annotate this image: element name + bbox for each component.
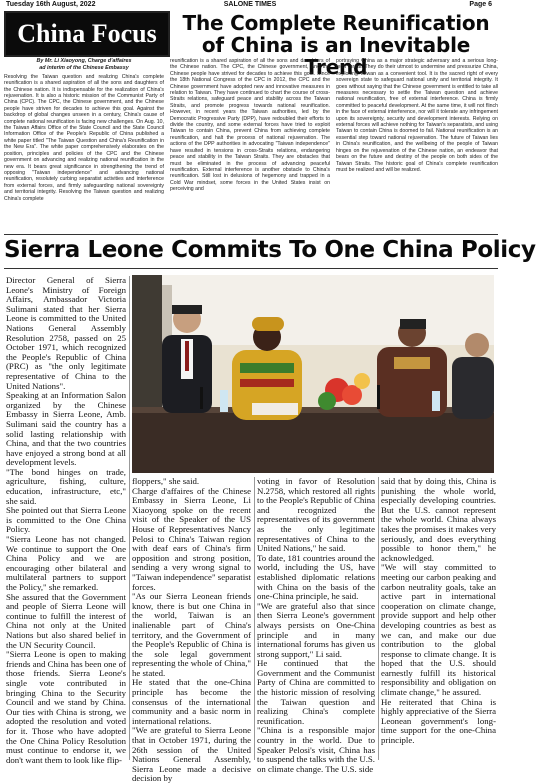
top-article-column-1 [4, 58, 164, 236]
page-number: Page 6 [469, 1, 492, 8]
byline: By Mr. Li Xiaoyong, Charge d'affaires [36, 58, 132, 64]
column-divider [129, 276, 130, 760]
paragraph: He stated that the one-China principle has become the consensus of the international community and a basic norm in international relations. [132, 677, 251, 726]
paragraph: "The bond hinges on trade, agriculture, fishing, culture, education, infrastructure, etc," she said. [6, 466, 126, 506]
lower-article-column-3 [257, 476, 375, 774]
article-text: portraying China as a major strategic adversary and a serious long-term threat. They do their utmost to undermine and pressurize China, exploiting Taiwan as a convenient tool. It is the sacred right of every sovereign state to safeguard national unity and territorial integrity. It goes without saying that the Chinese government is entitled to take all measures necessary to settle the Taiwan question and achieve national reunification, free of external interference. China is firmly committed to peaceful development. At the same time, it will not flinch in the face of external interference, nor will it tolerate any infringement upon its sovereignty, security and development interests. Relying on external forces will achieve nothing for Taiwan's separatists, and using Taiwan to contain China is doomed to fail. National reunification is an essential step toward national rejuvenation. The future of Taiwan lies in China's reunification, and the wellbeing of the people of Taiwan hinges on the rejuvenation of the Chinese nation, an endeavor that bears on the future and destiny of the people on both sides of the Taiwan Straits. The historic goal of China's complete reunification must be realized and will be realized. [336, 58, 498, 173]
paragraph: "As our Sierra Leonean friends know, there is but one China in the world, Taiwan is an inalienable part of China's territory, and the Government of the People's Republic of China is the sole legal government representing the whole of China," he stated. [132, 591, 251, 678]
paragraph: "We are grateful to Sierra Leone that in October 1971, during the 26th session of the United Nations General Assembly, Sierra Leone made a decisive decision by [132, 725, 251, 784]
top-article-column-2 [170, 58, 330, 236]
paragraph: She assured that the Government and people of Sierra Leone will continue to fulfill the interest of China not only at the United Nations but also shared belief in the UN Security Council. [6, 591, 126, 650]
byline-title: ad interim of the Chinese Embassy [39, 65, 129, 72]
second-headline: Sierra Leone Commits To One China Policy [4, 237, 536, 263]
paragraph: She pointed out that Sierra Leone is committed to the One China Policy. [6, 505, 126, 535]
paragraph: To date, 181 countries around the world, including the US, have established diplomatic relations with China on the basis of the one-China principle, he said. [257, 552, 375, 602]
paragraph: He continued that the Government and the Communist Party of China are committed to the historic mission of resolving the Taiwan question and realizing China's complete reunification. [257, 658, 375, 726]
paragraph: "Sierra Leone is open to making friends and China has been one of those friends. Sierra Leone's single vote contributed in bringing China to the Security Council and we stand by China. Our ties with China is strong, we adopted the resolution and voted for it. Those who have adopted the One China Policy Resolution must continue to endorse it, we don't want them to look like flip- [6, 649, 126, 765]
paragraph: Speaking at an Information Salon organized by the Chinese Embassy in Sierra Leone, Amb. Sulimani said the country has a solid lasting relationship with China, and that the two countries have enjoyed a strong bond at all development levels. [6, 390, 126, 468]
divider [4, 268, 498, 269]
article-text: Resolving the Taiwan question and realizing China's complete reunification is a shared aspiration of all the sons and daughters of the Chinese nation. It is indispensable for the realization of China's rejuvenation. It is also a historic mission of the Communist Party of China (CPC). The CPC, the Chinese government, and the Chinese people have striven for decades to achieve this goal. Against the backdrop of global changes unseen in a century, China's cause of complete national reunification is facing new challenges. On Aug. 10, the Taiwan Affairs Office of the State Council and the State Council Information Office of the People's Republic of China published a white paper titled "The Taiwan Question and China's Reunification in the New Era". The white paper comprehensively elaborates on the position, principles and policies of the CPC and the Chinese government on advancing and realizing national reunification in the new era. It bears great significance in strengthening the trend of opposing "Taiwan independence" and advancing national reunification, resolutely curbing separatist activities and interference from external forces, and firmly safeguarding national sovereignty and territorial integrity. Resolving the Taiwan question and realizing China's complete [4, 73, 164, 202]
top-article [4, 58, 498, 236]
paragraph: said that by doing this, China is punishing the whole world, especially developing countries. But the U.S. cannot represent the whole world. China always takes the promises it makes very seriously, and does everything possible to honor them," he acknowledged. [381, 476, 496, 563]
column-divider [378, 477, 379, 760]
lower-article-column-2 [132, 476, 251, 784]
issue-date: Tuesday 16th August, 2022 [6, 1, 96, 8]
lower-article-column-4 [381, 477, 496, 760]
paper-name: SALONE TIMES [223, 1, 277, 8]
paragraph: floppers," she said. [132, 476, 200, 486]
paragraph: Director General of Sierra Leone's Ministry of Foreign Affairs, Ambassador Victoria Sulimani stated that her Sierra Leone is committed to the United Nations General Assembly Resolution 2758, passed on 25 October 1971, which recognized the People's Republic of China (PRC) as "the only legitimate representative of China to the United Nations". [6, 275, 126, 391]
paragraph: "Sierra Leone has not changed. We continue to support the One China Policy and we are encouraging other bilateral and multilateral partners to support the Policy," she remarked. [6, 534, 126, 592]
paragraph: voting in favor of Resolution N.2758, which restored all rights to the People's Republic of China and recognized the representatives of its government as the only legitimate representatives of China to the United Nations," he said. [257, 476, 375, 554]
paragraph: "We are grateful also that since then Sierra Leone's government always persists on One-China principle and in many international forums has given us strong support," Li said. [257, 600, 375, 659]
column-divider [254, 477, 255, 760]
paragraph: He reiterated that China is highly appreciative of the Sierra Leonean government's long-time support for the one-China principle. [381, 696, 496, 746]
top-article-column-3 [336, 58, 498, 236]
article-text: reunification is a shared aspiration of all the sons and daughters of the Chinese nation. The CPC, the Chinese government, and the Chinese people have strived for decades to achieve this goal. Since the 18th National Congress of the CPC in 2012, the CPC and the Chinese government have adopted new and innovative measures in relation to Taiwan. They have continued to chart the course of cross-Straits relations, safeguard peace and stability across the Taiwan Straits, and promote progress towards national reunification. However, in recent years the Taiwan authorities, led by the Democratic Progressive Party (DPP), have redoubled their efforts to divide the country, and some external forces have tried to exploit Taiwan to contain China, prevent China from achieving complete reunification, and halt the process of national rejuvenation. The actions of the DPP authorities in advocating "Taiwan independence" have resulted in tensions in cross-Straits relations, endangering peace and stability in the Taiwan Straits. They are obstacles that must be eliminated in the process of advancing peaceful reunification. External interference is another obstacle to China's reunification. Still lost in delusions of hegemony and trapped in a Cold War mindset, some forces in the United States insist on perceiving and [170, 58, 330, 193]
paragraph: "China is a responsible major country in the world. Due to Speaker Pelosi's visit, China has to suspend the talks with the U.S. on climate change. The U.S. side [257, 725, 375, 774]
paragraph: Charge d'affaires of the Chinese Embassy in Sierra Leone, Li Xiaoyong spoke on the recent visit of the Speaker of the US House of Representatives Nancy Pelosi to China's Taiwan region with deaf ears of China's firm opposition and strong position, sending a very wrong signal to "Taiwan independence" separatist forces. [132, 485, 251, 592]
paragraph: "We will stay committed to meeting our carbon peaking and carbon neutrality goals, take an active part in international cooperation on climate change, provide support and help other developing countries as best as we can, and make our due contribution to the global response to climate change. It is hoped that the U.S. should earnestly fulfill its historical responsibility and obligation on climate change," he assured. [381, 562, 496, 698]
section-label: China Focus [4, 11, 170, 57]
masthead [0, 0, 500, 10]
lower-article-column-1 [6, 275, 126, 765]
meeting-photo-icon [132, 275, 494, 473]
main-headline: The Complete Reunification of China is an Inevitable Trend [182, 11, 490, 79]
